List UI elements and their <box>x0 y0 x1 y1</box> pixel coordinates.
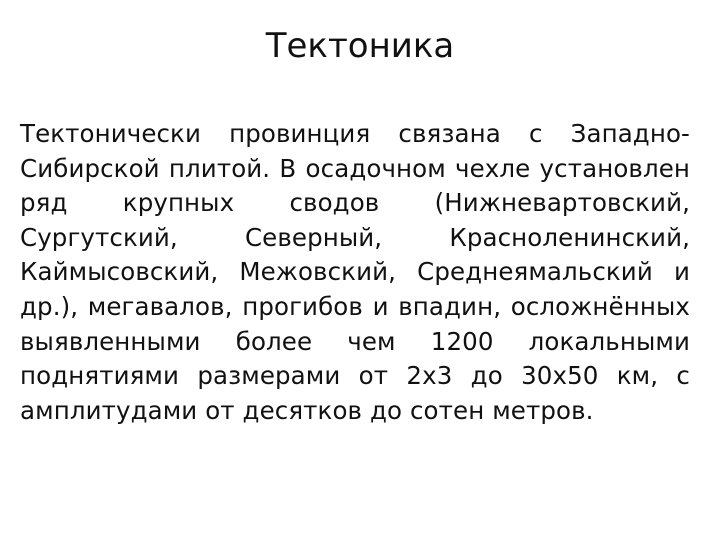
slide-body-text: Тектонически провинция связана с Западно-Сибирской плитой. В осадочном чехле установлен ряд крупных сводов (Нижневартовский, Сургутский, Северный, Красноленинский, Каймысовский, Межовский, Среднеямальский и др.), мегавалов, прогибов и впадин, осложнённых выявленными более чем 1200 локальными поднятиями размерами от 2х3 до 30х50 км, с амплитудами от десятков до сотен метров. <box>20 119 690 425</box>
slide-title: Тектоника <box>265 26 455 66</box>
